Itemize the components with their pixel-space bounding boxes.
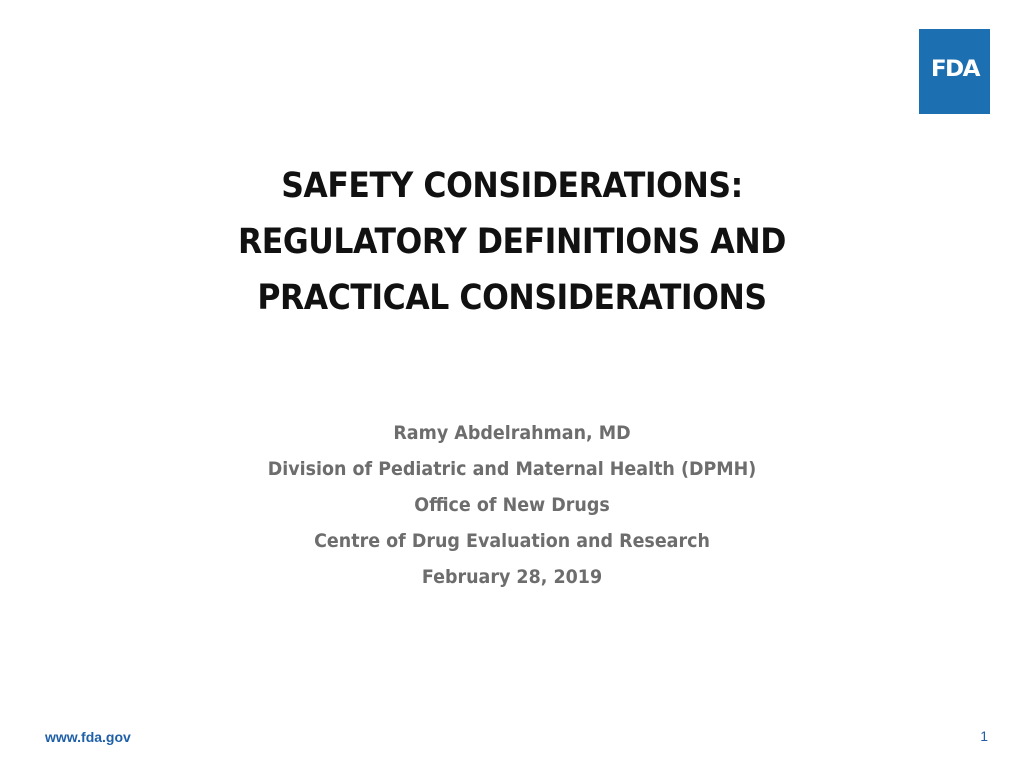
presenter-office: Office of New Drugs xyxy=(414,494,610,516)
fda-logo-text: FDA xyxy=(930,56,979,82)
fda-logo-icon xyxy=(919,29,990,114)
slide-title xyxy=(159,158,865,326)
title-line-1: SAFETY CONSIDERATIONS: xyxy=(281,166,743,206)
title-line-2: REGULATORY DEFINITIONS AND xyxy=(238,222,786,262)
presenter-info xyxy=(179,415,845,595)
title-line-3: PRACTICAL CONSIDERATIONS xyxy=(257,278,767,318)
page-number: 1 xyxy=(980,728,988,744)
footer-url-link[interactable]: www.fda.gov xyxy=(45,729,131,745)
presenter-division: Division of Pediatric and Maternal Health (DPMH) xyxy=(267,458,757,480)
presentation-date: February 28, 2019 xyxy=(421,566,603,588)
presenter-name: Ramy Abdelrahman, MD xyxy=(393,422,631,444)
presenter-centre: Centre of Drug Evaluation and Research xyxy=(314,530,710,552)
